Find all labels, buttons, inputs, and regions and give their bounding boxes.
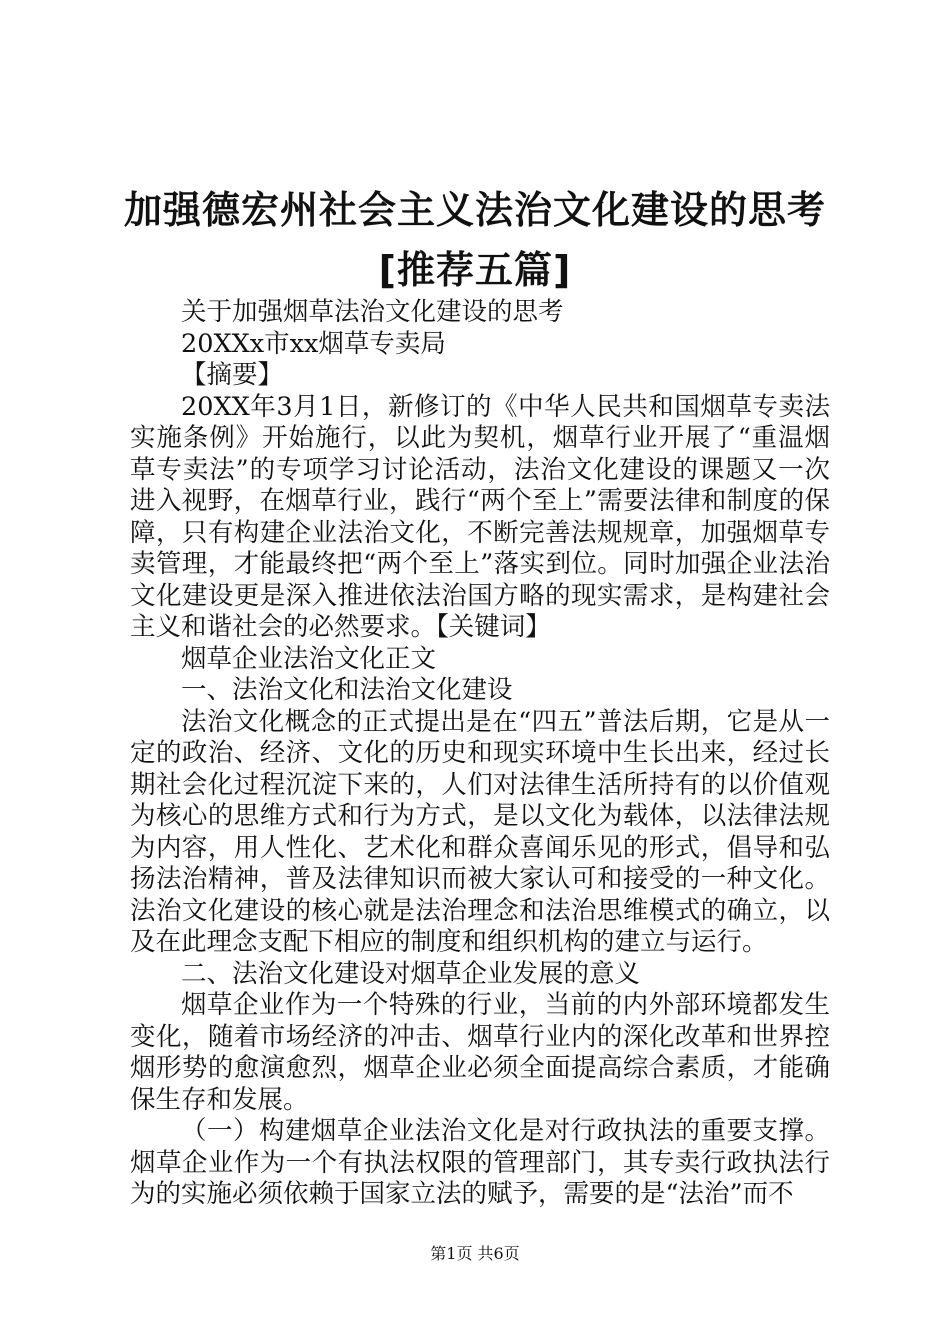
document-body [130, 297, 830, 1211]
paragraph-section-2-1: （一）构建烟草企业法治文化是对行政执法的重要支撑。烟草企业作为一个有执法权限的管理部门，其专卖行政执法行为的实施必须依赖于国家立法的赋予，需要的是“法治”而不 [130, 1116, 830, 1209]
section-heading-2: 二、法治文化建设对烟草企业发展的意义 [181, 958, 641, 989]
paragraph-abstract-heading: 【摘要】 [181, 360, 284, 390]
paragraph-keywords: 烟草企业法治文化正文 [181, 643, 437, 674]
section-heading-1: 一、法治文化和法治文化建设 [181, 675, 513, 705]
paragraph-subtitle: 关于加强烟草法治文化建设的思考 [181, 297, 564, 327]
paragraph-section-1: 法治文化概念的正式提出是在“四五”普法后期，它是从一定的政治、经济、文化的历史和现实环境中生长出来，经过长期社会化过程沉淀下来的，人们对法律生活所持有的以价值观为核心的思维方式和行为方式，是以文化为载体，以法律法规为内容，用人性化、艺术化和群众喜闻乐见的形式，倡导和弘扬法治精神，普及法律知识而被大家认可和接受的一种文化。法治文化建设的核心就是法治理念和法治思维模式的确立，以及在此理念支配下相应的制度和组织机构的建立与运行。 [130, 706, 830, 957]
paragraph-abstract: 20XX年3月1日，新修订的《中华人民共和国烟草专卖法实施条例》开始施行，以此为契机，烟草行业开展了“重温烟草专卖法”的专项学习讨论活动，法治文化建设的课题又一次进入视野，在烟草行业，践行“两个至上”需要法律和制度的保障，只有构建企业法治文化，不断完善法规规章，加强烟草专卖管理，才能最终把“两个至上”落实到位。同时加强企业法治文化建设更是深入推进依法治国方略的现实需求，是构建社会主义和谐社会的必然要求。【关键词】 [130, 391, 830, 642]
paragraph-section-2: 烟草企业作为一个特殊的行业，当前的内外部环境都发生变化，随着市场经济的冲击、烟草行业内的深化改革和世界控烟形势的愈演愈烈，烟草企业必须全面提高综合素质，才能确保生存和发展。 [130, 990, 830, 1115]
page-footer: 第1页 共6页 [430, 1244, 520, 1263]
paragraph-author: 20XXx市xx烟草专卖局 [181, 328, 446, 359]
document-title: 加强德宏州社会主义法治文化建设的思考[推荐五篇] [123, 188, 826, 292]
